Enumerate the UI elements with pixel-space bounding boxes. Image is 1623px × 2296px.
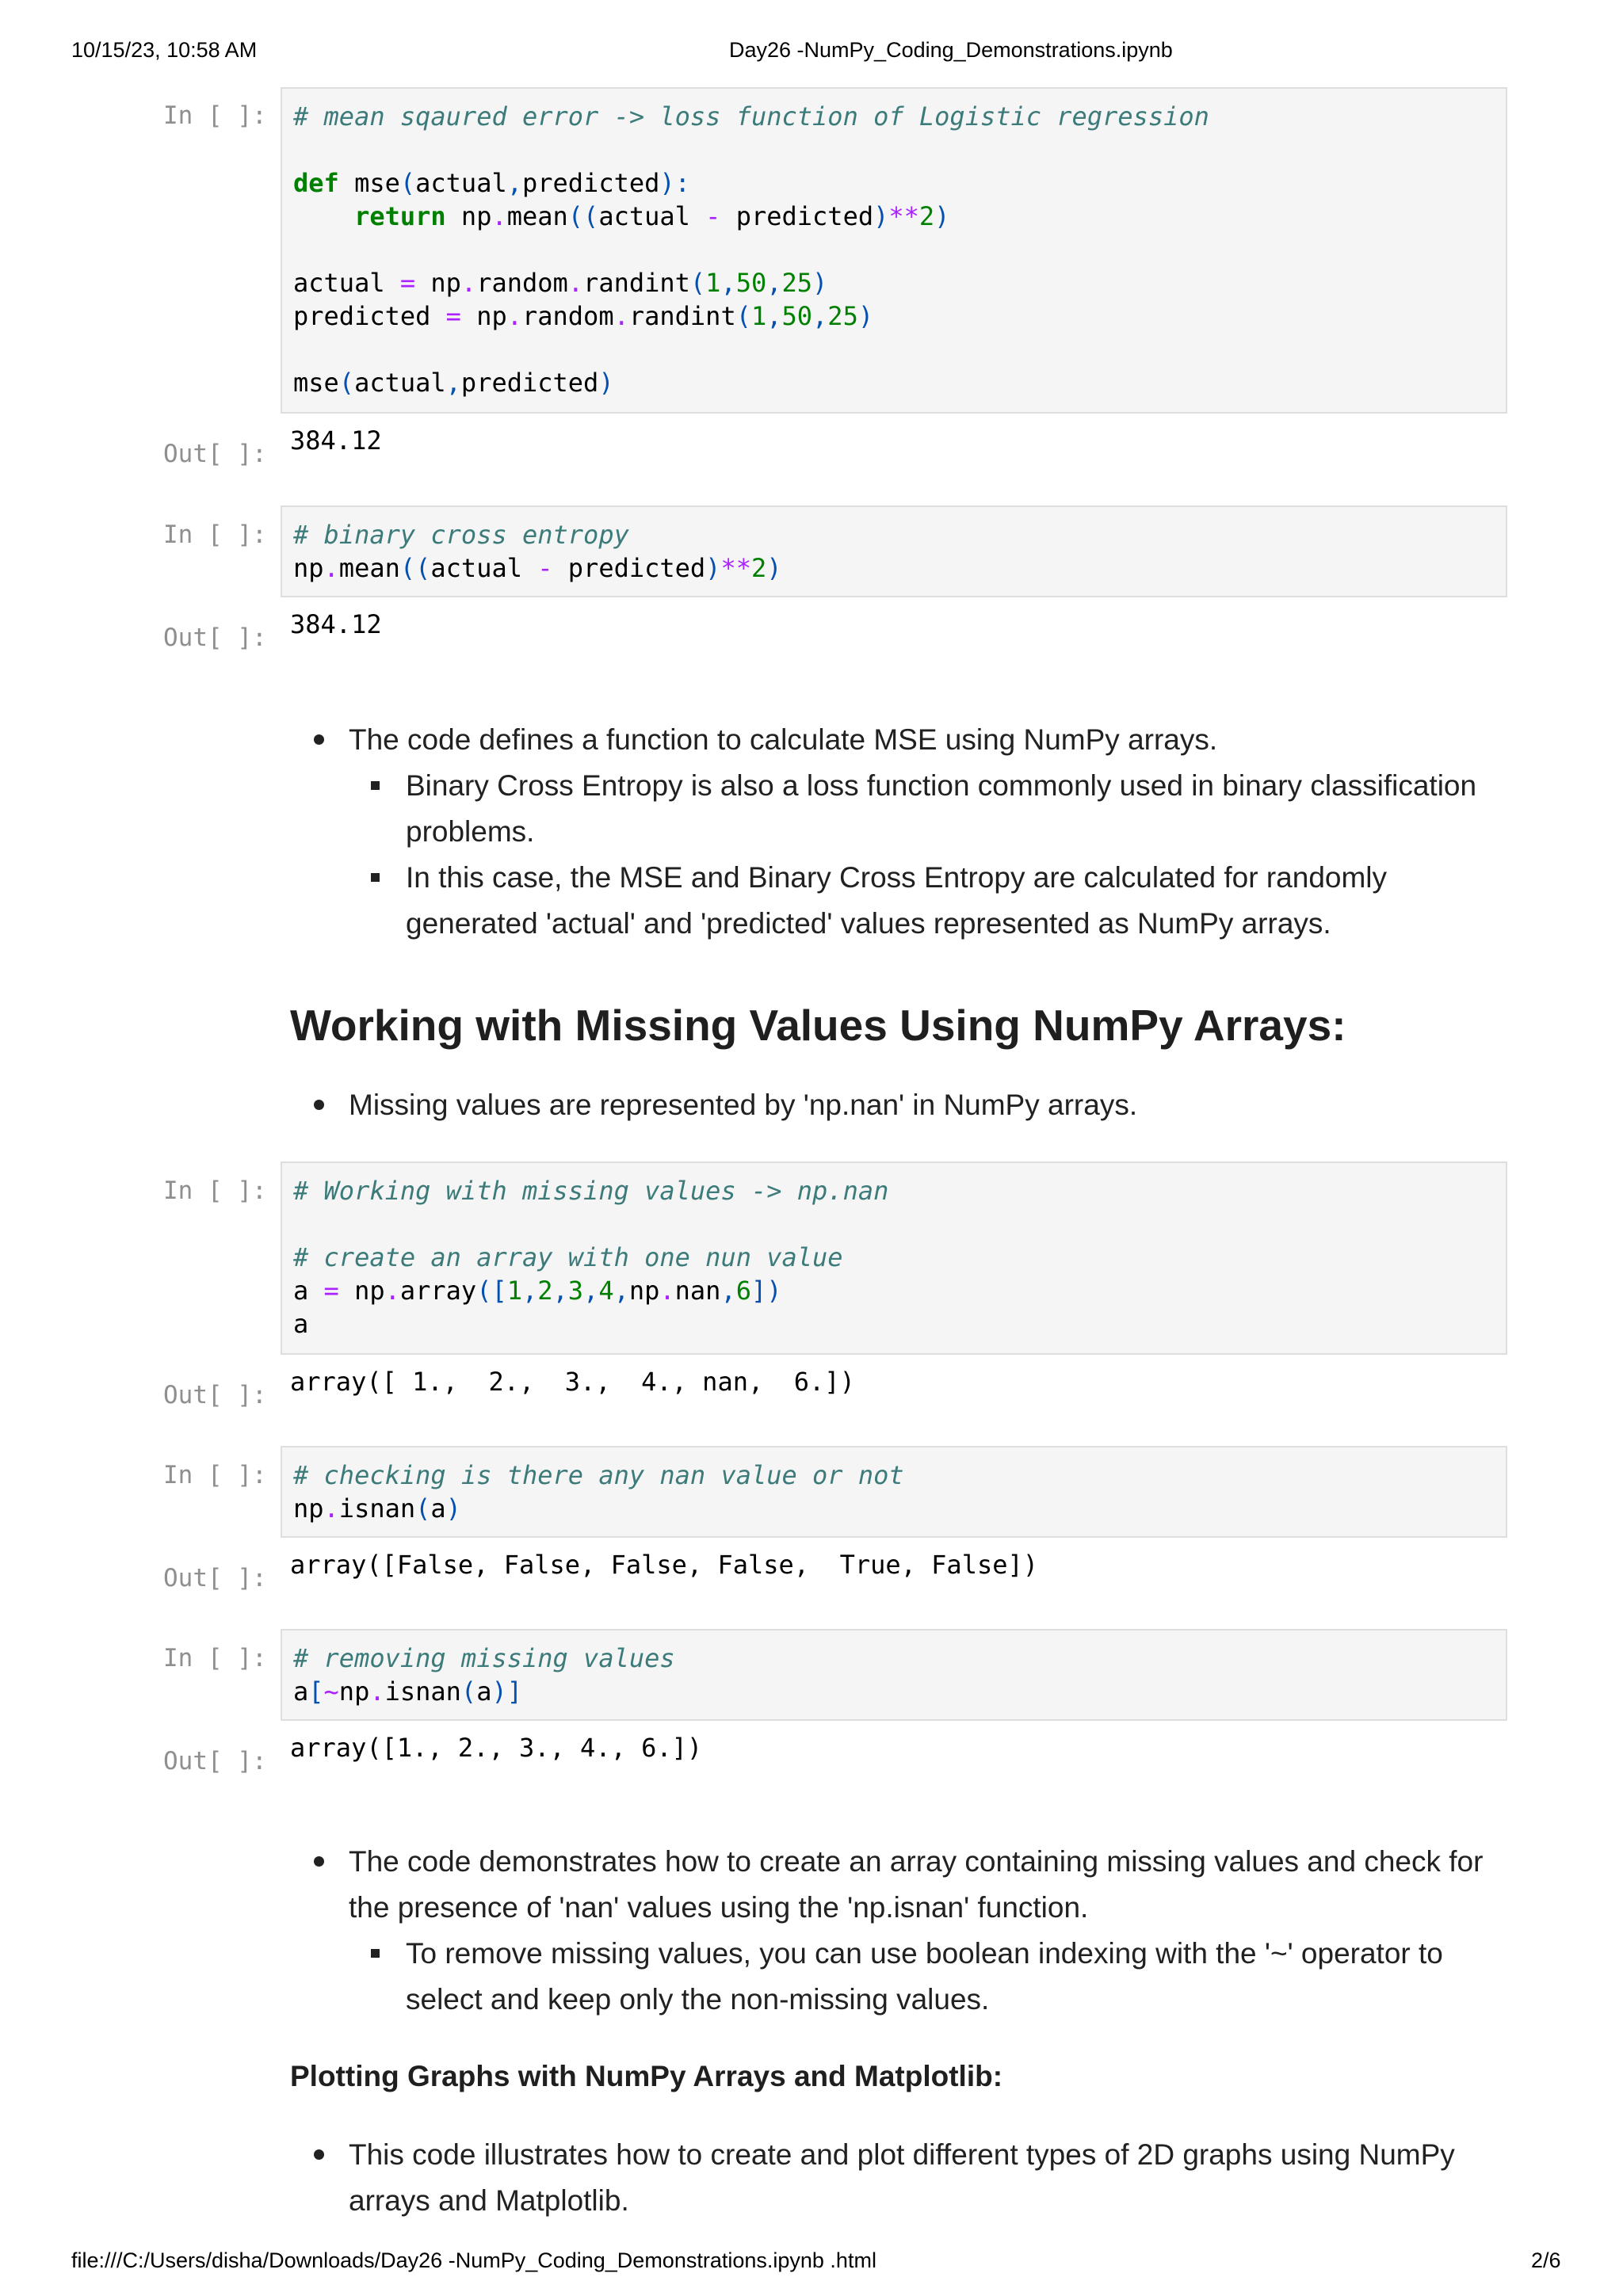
input-prompt: In [ ]:	[163, 521, 267, 549]
note-sub-bullet-cont: select and keep only the non-missing values.	[406, 1983, 990, 2016]
input-prompt: In [ ]:	[163, 1644, 267, 1672]
note-sub-bullet: Binary Cross Entropy is also a loss function commonly used in binary classification	[406, 769, 1477, 802]
input-prompt: In [ ]:	[163, 1461, 267, 1489]
cell-output-remove: array([1., 2., 3., 4., 6.])	[290, 1733, 703, 1763]
print-datetime: 10/15/23, 10:58 AM	[71, 38, 258, 62]
cell-output-nan-array: array([ 1., 2., 3., 4., nan, 6.])	[290, 1367, 855, 1397]
code-cell-remove[interactable]: # removing missing values a[~np.isnan(a)]	[281, 1629, 1507, 1721]
section-heading: Working with Missing Values Using NumPy Arrays:	[290, 1001, 1346, 1050]
note-bullet: The code defines a function to calculate MSE using NumPy arrays.	[349, 723, 1218, 756]
cell-output-isnan: array([False, False, False, False, True, False])	[290, 1550, 1039, 1580]
bullet-dot	[314, 734, 324, 745]
sub-bullet-square	[371, 873, 380, 882]
code-cell-bce[interactable]: # binary cross entropy np.mean((actual - predicted)**2)	[281, 505, 1507, 597]
output-prompt: Out[ ]:	[163, 1564, 267, 1592]
print-title: Day26 -NumPy_Coding_Demonstrations.ipynb	[729, 38, 1173, 62]
input-prompt: In [ ]:	[163, 101, 267, 130]
code-comment: # Working with missing values -> np.nan	[293, 1176, 889, 1206]
code-comment: # create an array with one nun value	[293, 1242, 843, 1272]
section-bullet: Missing values are represented by 'np.nan' in NumPy arrays.	[349, 1089, 1138, 1121]
sub-bullet-square	[371, 781, 380, 790]
bullet-dot	[314, 2149, 324, 2160]
page-number: 2/6	[1531, 2248, 1561, 2272]
note-bullet-cont: the presence of 'nan' values using the 'np.isnan' function.	[349, 1891, 1089, 1924]
bullet-dot	[314, 1856, 324, 1867]
bullet-dot	[314, 1100, 324, 1110]
section-bullet-cont: arrays and Matplotlib.	[349, 2184, 629, 2217]
note-sub-bullet: In this case, the MSE and Binary Cross Entropy are calculated for randomly	[406, 861, 1388, 894]
cell-output-mse: 384.12	[290, 425, 382, 456]
code-cell-nan-array[interactable]: # Working with missing values -> np.nan # create an array with one nun value a = np.array([1,2,3,4,np.nan,6]) a	[281, 1161, 1507, 1355]
output-prompt: Out[ ]:	[163, 440, 267, 468]
code-comment: # removing missing values	[293, 1643, 675, 1673]
output-prompt: Out[ ]:	[163, 1747, 267, 1775]
code-cell-mse[interactable]: # mean sqaured error -> loss function of Logistic regression def mse(actual,predicted): return np.mean((actual - predicted)**2) actual = np.random.randint(1,50,25) predicted = np.random.randint(1,50,25) mse(actual,predicted)	[281, 87, 1507, 414]
code-comment: # mean sqaured error -> loss function of Logistic regression	[293, 101, 1209, 132]
code-comment: # checking is there any nan value or not	[293, 1460, 904, 1490]
print-file-path: file:///C:/Users/disha/Downloads/Day26 -NumPy_Coding_Demonstrations.ipynb .html	[71, 2248, 876, 2272]
note-sub-bullet-cont: generated 'actual' and 'predicted' values represented as NumPy arrays.	[406, 907, 1331, 940]
output-prompt: Out[ ]:	[163, 1381, 267, 1409]
code-comment: # binary cross entropy	[293, 520, 629, 550]
input-prompt: In [ ]:	[163, 1177, 267, 1205]
section-bullet: This code illustrates how to create and plot different types of 2D graphs using NumPy	[349, 2138, 1455, 2171]
section-subheading: Plotting Graphs with NumPy Arrays and Matplotlib:	[290, 2060, 1003, 2092]
code-cell-isnan[interactable]: # checking is there any nan value or not np.isnan(a)	[281, 1446, 1507, 1538]
note-sub-bullet: To remove missing values, you can use boolean indexing with the '~' operator to	[406, 1937, 1443, 1970]
output-prompt: Out[ ]:	[163, 624, 267, 652]
note-bullet: The code demonstrates how to create an array containing missing values and check for	[349, 1845, 1484, 1878]
sub-bullet-square	[371, 1949, 380, 1958]
cell-output-bce: 384.12	[290, 609, 382, 639]
note-sub-bullet-cont: problems.	[406, 815, 535, 848]
